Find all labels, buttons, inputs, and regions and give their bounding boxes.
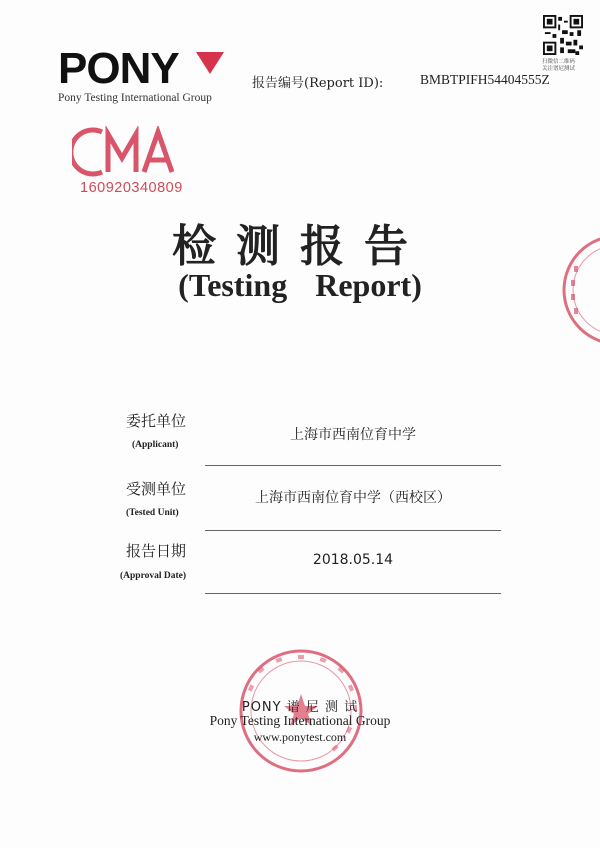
footer-website: www.ponytest.com xyxy=(253,730,347,744)
logo-subtitle: Pony Testing International Group xyxy=(58,92,212,104)
title-chinese: 检测报告 xyxy=(172,221,428,272)
title-english: (Testing Report) xyxy=(178,267,422,303)
footer-brand-line: PONY 谱 尼 测 试 xyxy=(241,700,359,715)
logo-red-triangle-icon xyxy=(196,52,224,74)
tested-unit-underline xyxy=(205,530,501,531)
footer-company-name: Pony Testing International Group xyxy=(209,713,391,728)
qr-code-icon xyxy=(543,15,583,55)
applicant-label-en: (Applicant) xyxy=(132,440,179,450)
qr-caption-line1: 扫微信二维码 xyxy=(542,59,576,65)
cma-stamp-icon xyxy=(72,126,182,178)
applicant-value: 上海市西南位育中学 xyxy=(290,427,416,443)
cma-number: 160920340809 xyxy=(80,180,183,196)
approval-date-underline xyxy=(205,593,501,594)
pony-logo: PONY xyxy=(58,44,179,93)
approval-date-value: 2018.05.14 xyxy=(312,552,394,568)
approval-date-label-en: (Approval Date) xyxy=(120,571,187,581)
qr-caption-line2: 关注谱尼测试 xyxy=(542,66,576,72)
tested-unit-value: 上海市西南位育中学（西校区） xyxy=(255,490,451,506)
tested-unit-label-en: (Tested Unit) xyxy=(126,508,179,518)
tested-unit-label-cn: 受测单位 xyxy=(126,480,187,498)
approval-date-label-cn: 报告日期 xyxy=(126,542,187,560)
report-id-label: 报告编号(Report ID): xyxy=(252,76,384,91)
applicant-underline xyxy=(205,465,501,466)
applicant-label-cn: 委托单位 xyxy=(126,412,187,430)
side-seal-icon xyxy=(560,232,600,348)
report-id-value: BMBTPIFH54404555Z xyxy=(420,72,550,87)
